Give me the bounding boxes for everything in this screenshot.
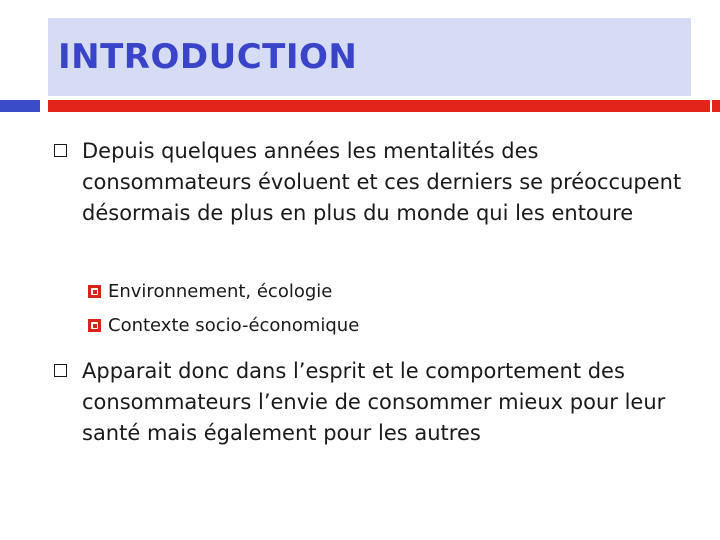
bullet-text-1: Depuis quelques années les mentalités des consommateurs évoluent et ces derniers se préoccupent désormais de plus en plus du monde qui les entoure [82,139,682,225]
red-square-bullet-icon [88,319,101,332]
hollow-square-bullet-icon [54,144,67,157]
bullet-text-2: Apparait donc dans l’esprit et le comportement des consommateurs l’envie de consommer mieux pour leur santé mais également pour les autres [82,359,666,445]
accent-bar-red [48,100,710,112]
slide-title: INTRODUCTION [58,37,358,77]
sub-bullet-text-1: Environnement, écologie [108,281,333,302]
red-square-bullet-icon [88,285,101,298]
accent-bar-blue [0,100,40,112]
title-band [48,18,691,96]
sub-bullet-text-2: Contexte socio-économique [108,315,360,336]
accent-bar-red-tail [712,100,720,112]
hollow-square-bullet-icon [54,364,67,377]
